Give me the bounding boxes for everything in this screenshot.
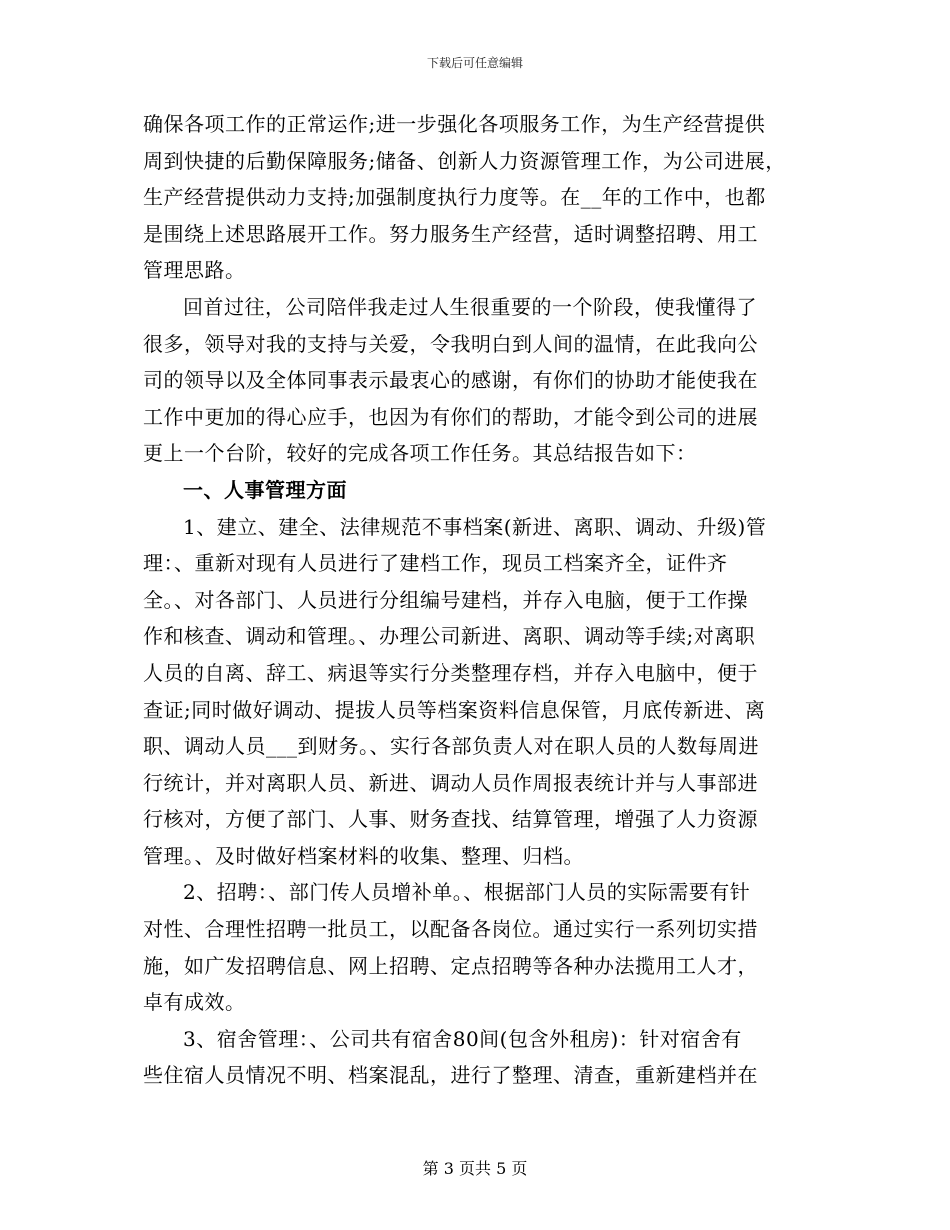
text-line: 全。、对各部门、人员进行分组编号建档，并存入电脑，便于工作操	[143, 587, 748, 612]
text-line: 很多，领导对我的支持与关爱，令我明白到人间的温情，在此我向公	[143, 331, 758, 356]
text-line: 工作中更加的得心应手，也因为有你们的帮助，才能令到公司的进展	[143, 404, 758, 429]
text-line: 是围绕上述思路展开工作。努力服务生产经营，适时调整招聘、用工	[143, 221, 758, 246]
text-line: 作和核查、调动和管理。、办理公司新进、离职、调动等手续;对离职	[143, 624, 756, 649]
section-heading: 一、人事管理方面	[183, 477, 347, 502]
text-line: 1、建立、建全、法律规范不事档案(新进、离职、调动、升级)管	[183, 514, 767, 539]
text-line: 更上一个台阶，较好的完成各项工作任务。其总结报告如下：	[143, 441, 697, 466]
page-footer: 第 3 页共 5 页	[422, 1159, 528, 1178]
text-line: 生产经营提供动力支持;加强制度执行力度等。在__年的工作中，也都	[143, 185, 766, 210]
text-line: 3、宿舍管理：、公司共有宿舍80间(包含外租房)：针对宿舍有	[183, 1026, 742, 1051]
page-header: 下载后可任意编辑	[426, 56, 523, 70]
text-line: 周到快捷的后勤保障服务;储备、创新人力资源管理工作，为公司进展，	[143, 148, 786, 173]
text-line: 行统计，并对离职人员、新进、调动人员作周报表统计并与人事部进	[143, 770, 758, 795]
text-line: 理：、重新对现有人员进行了建档工作，现员工档案齐全，证件齐	[143, 551, 728, 576]
text-line: 2、招聘：、部门传人员增补单。、根据部门人员的实际需要有针	[183, 880, 751, 905]
text-line: 行核对，方便了部门、人事、财务查找、结算管理，增强了人力资源	[143, 807, 758, 832]
text-line: 管理思路。	[143, 258, 246, 283]
text-line: 回首过往，公司陪伴我走过人生很重要的一个阶段，使我懂得了	[183, 294, 757, 319]
document-body	[143, 106, 803, 1094]
text-line: 对性、合理性招聘一批员工，以配备各岗位。通过实行一系列切实措	[143, 917, 758, 942]
text-line: 司的领导以及全体同事表示最衷心的感谢，有你们的协助才能使我在	[143, 368, 758, 393]
text-line: 人员的自离、辞工、病退等实行分类整理存档，并存入电脑中，便于	[143, 660, 758, 685]
text-line: 查证;同时做好调动、提拔人员等档案资料信息保管，月底传新进、离	[143, 697, 766, 722]
text-line: 施，如广发招聘信息、网上招聘、定点招聘等各种办法揽用工人才，	[143, 953, 758, 978]
text-line: 管理。、及时做好档案材料的收集、整理、归档。	[143, 843, 584, 868]
text-line: 卓有成效。	[143, 990, 246, 1015]
text-line: 职、调动人员___到财务。、实行各部负责人对在职人员的人数每周进	[143, 734, 759, 759]
text-line: 些住宿人员情况不明、档案混乱，进行了整理、清查，重新建档并在	[143, 1063, 758, 1088]
text-line: 确保各项工作的正常运作;进一步强化各项服务工作，为生产经营提供	[143, 112, 766, 136]
